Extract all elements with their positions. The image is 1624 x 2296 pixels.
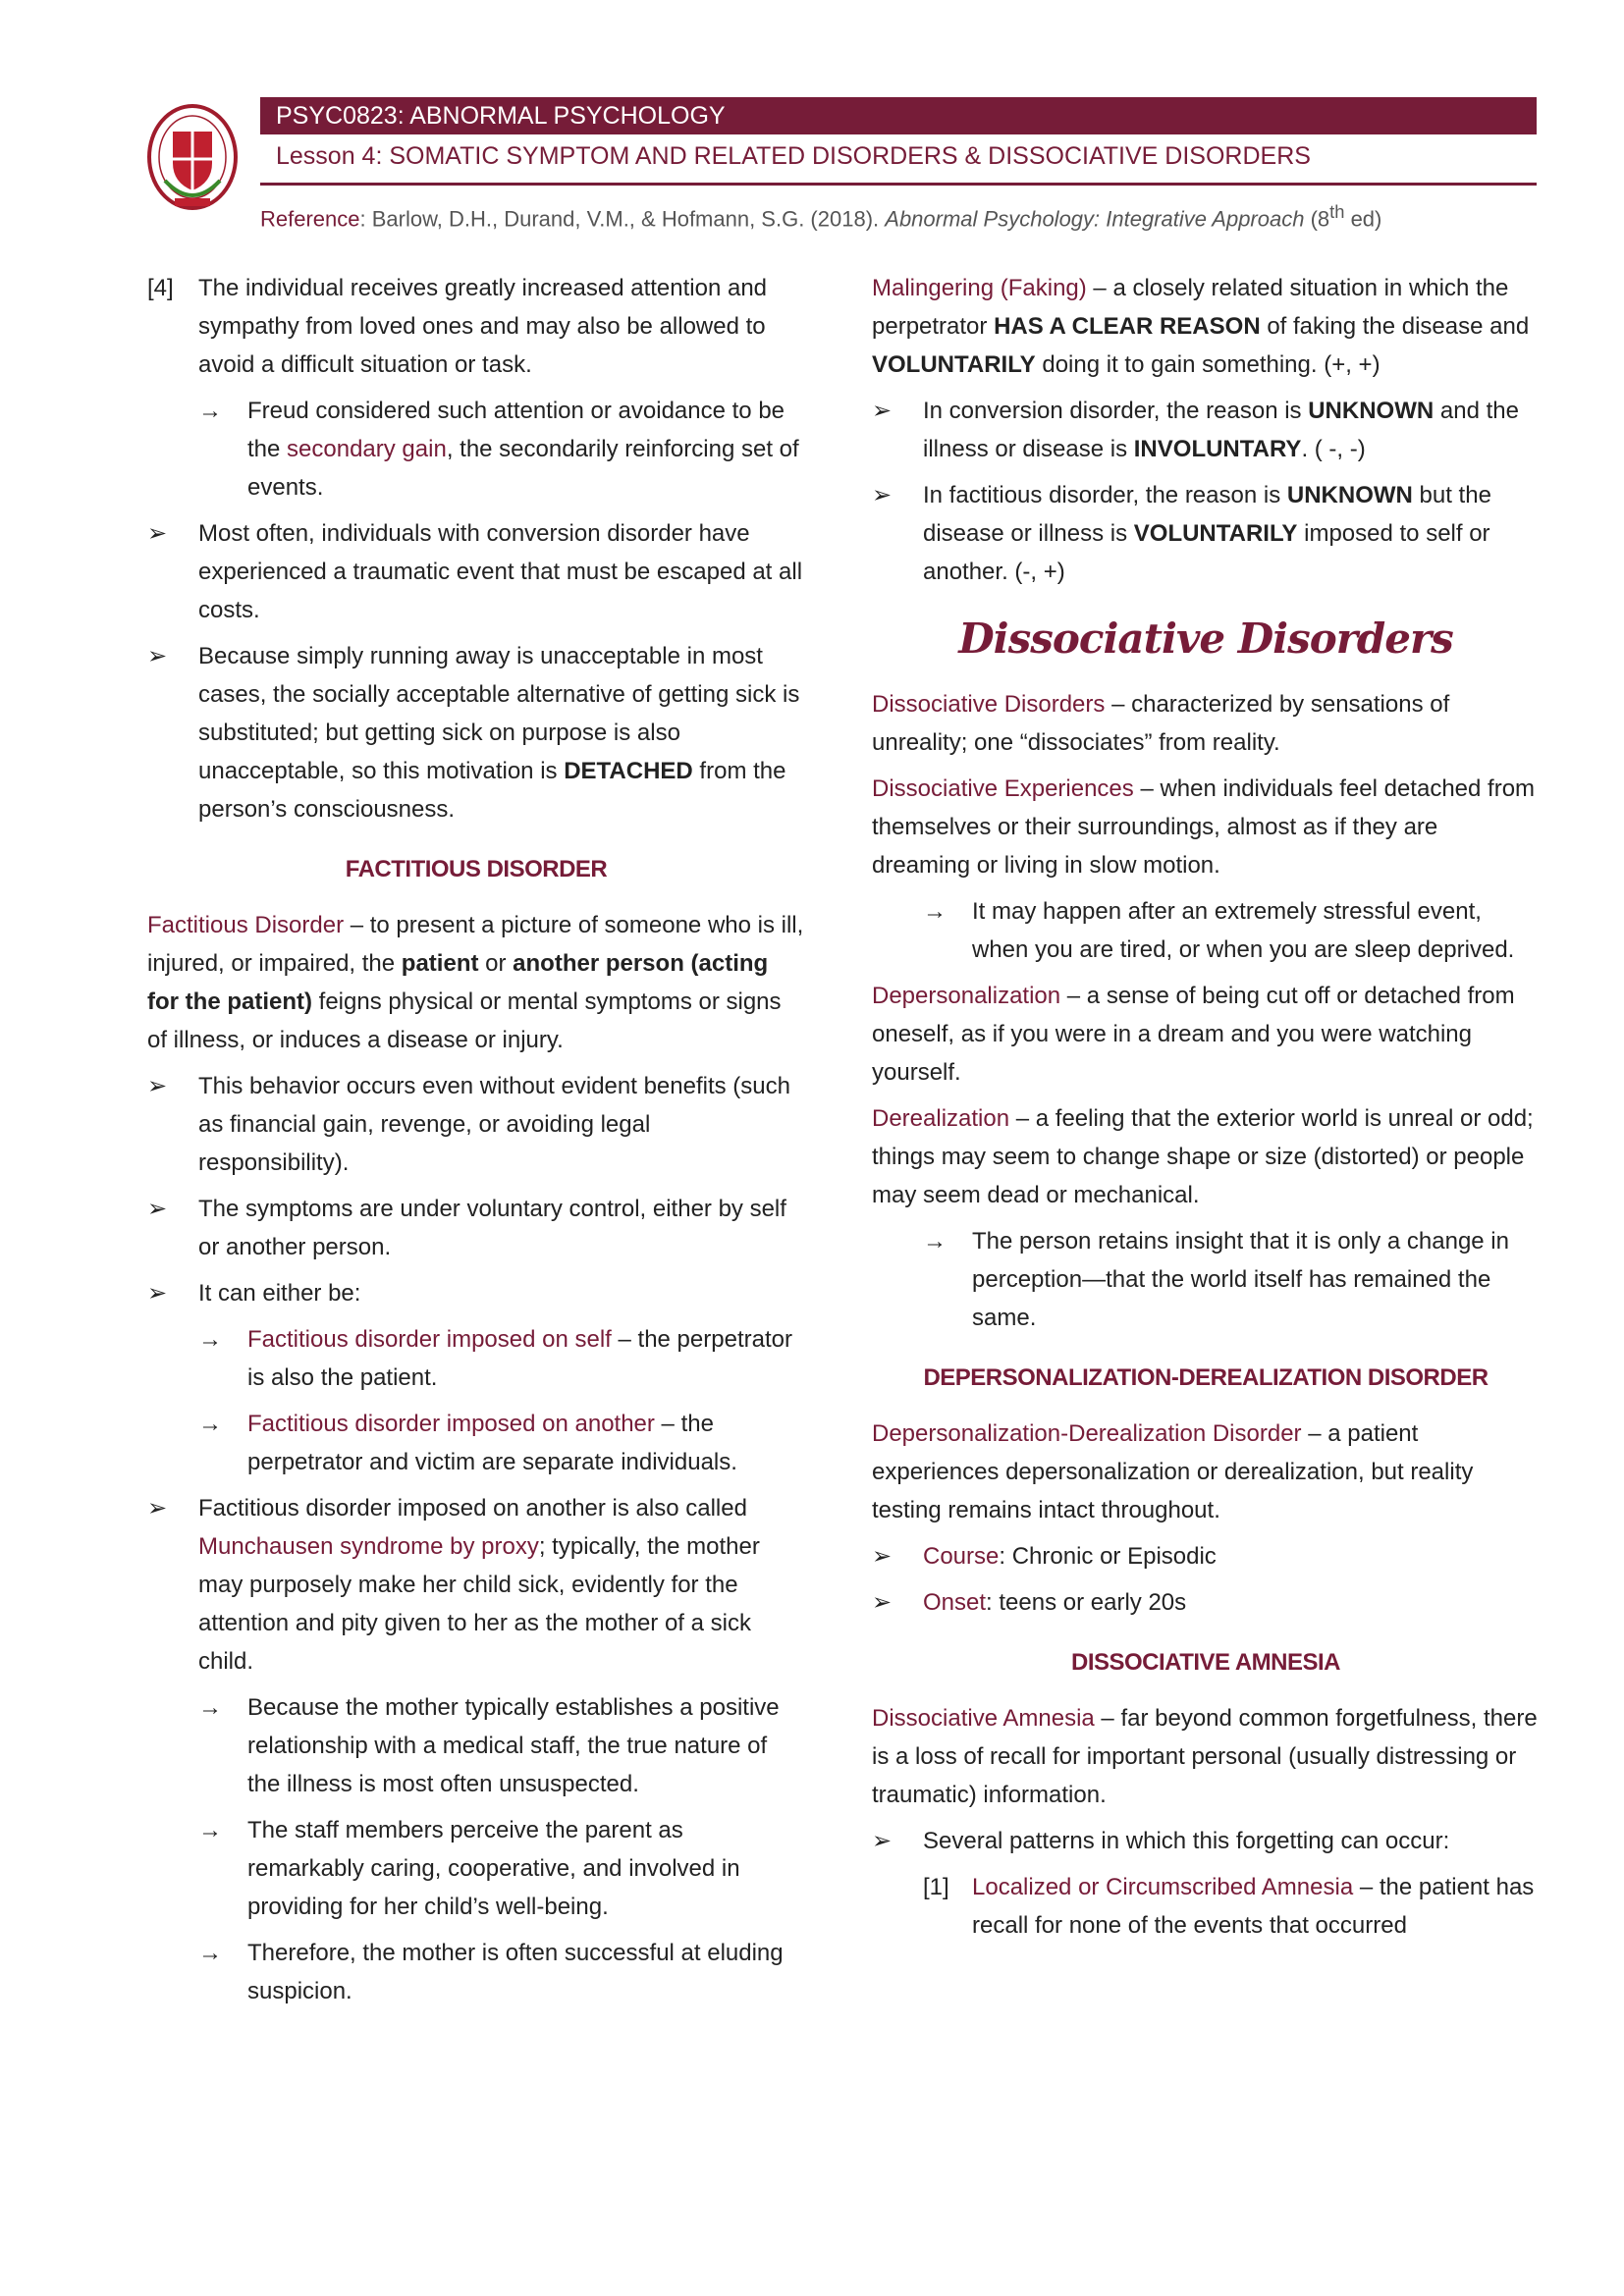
term-highlight: Onset [923, 1589, 987, 1616]
bullet-arrowhead-icon: ➢ [147, 1280, 168, 1307]
text: – a patient experiences depersonalization or derealization, but reality testing remains intact throughout. [872, 1420, 1474, 1523]
reference [260, 201, 1381, 232]
paragraph [147, 906, 805, 1059]
term-highlight: Course [923, 1543, 1000, 1570]
paragraph [872, 770, 1540, 884]
bold-text: another person (acting for the patient) [147, 950, 769, 1015]
text: It may happen after an extremely stressful event, when you are tired, or when you are sleep deprived. [972, 898, 1515, 963]
text: Therefore, the mother is often successful at eluding suspicion. [247, 1940, 784, 2004]
bullet-item [147, 1067, 805, 1182]
numbered-subitem [872, 1868, 1540, 1945]
term-highlight: secondary gain [287, 436, 447, 462]
bold-text: VOLUNTARILY [872, 351, 1036, 378]
bullet-arrowhead-icon: ➢ [872, 398, 893, 424]
paragraph [872, 1415, 1540, 1529]
arrow-subitem [147, 1688, 805, 1803]
right-column [872, 269, 1540, 1952]
text: but the disease or illness is [923, 482, 1491, 547]
text: and the illness or disease is [923, 398, 1519, 462]
arrow-icon: → [198, 1694, 222, 1721]
bullet-item [147, 514, 805, 629]
bullet-item [872, 392, 1540, 468]
bullet-arrowhead-icon: ➢ [872, 1589, 893, 1616]
term-highlight: Dissociative Disorders [872, 691, 1106, 718]
text: : teens or early 20s [986, 1589, 1187, 1616]
arrow-icon: → [198, 1326, 222, 1353]
section-heading [872, 1359, 1540, 1397]
reference-edition-end: ed) [1344, 206, 1382, 232]
bold-text: patient [401, 950, 479, 977]
text: DISSOCIATIVE AMNESIA [1070, 1649, 1341, 1676]
header-divider [260, 183, 1537, 186]
text: Factitious disorder imposed on another is also called [198, 1495, 747, 1522]
term-highlight: Depersonalization [872, 983, 1061, 1009]
bullet-item [872, 1583, 1540, 1622]
item-number: [1] [923, 1874, 949, 1900]
text: doing it to gain something. (+, +) [1035, 351, 1380, 378]
bullet-item [872, 1822, 1540, 1860]
university-seal-logo [145, 102, 240, 220]
term-highlight: Depersonalization-Derealization Disorder [872, 1420, 1302, 1447]
text: – a closely related situation in which the perpetrator [872, 275, 1509, 340]
lesson-title: Lesson 4: SOMATIC SYMPTOM AND RELATED DISORDERS & DISSOCIATIVE DISORDERS [276, 142, 1311, 170]
arrow-subitem [147, 1320, 805, 1397]
bullet-arrowhead-icon: ➢ [147, 1495, 168, 1522]
arrow-subitem [147, 1811, 805, 1926]
bold-text: UNKNOWN [1286, 482, 1413, 508]
text: . ( -, -) [1301, 436, 1366, 462]
arrow-subitem [147, 392, 805, 507]
bullet-item [147, 1190, 805, 1266]
text: The staff members perceive the parent as remarkably caring, cooperative, and involved in providing for her child’s well-being. [247, 1817, 740, 1920]
term-highlight: Munchausen syndrome by proxy [198, 1533, 539, 1560]
bold-text: VOLUNTARILY [1133, 520, 1298, 547]
bullet-item [147, 637, 805, 828]
text: imposed to self or another. (-, +) [923, 520, 1490, 585]
left-column [147, 269, 805, 2018]
term-highlight: Dissociative Amnesia [872, 1705, 1095, 1732]
text: The person retains insight that it is only a change in perception—that the world itself has remained the same. [972, 1228, 1509, 1331]
bullet-arrowhead-icon: ➢ [147, 1196, 168, 1222]
bullet-arrowhead-icon: ➢ [147, 520, 168, 547]
arrow-icon: → [198, 1940, 222, 1966]
arrow-subitem [147, 1405, 805, 1481]
section-heading [872, 1643, 1540, 1682]
script-section-title [872, 614, 1540, 664]
bullet-arrowhead-icon: ➢ [872, 1543, 893, 1570]
text: The symptoms are under voluntary control, either by self or another person. [198, 1196, 786, 1260]
bullet-arrowhead-icon: ➢ [872, 482, 893, 508]
term-highlight: Factitious Disorder [147, 912, 345, 938]
text: from the person’s consciousness. [198, 758, 786, 823]
text: Because the mother typically establishes a positive relationship with a medical staff, the true nature of the illness is most often unsuspected. [247, 1694, 780, 1797]
arrow-icon: → [198, 398, 222, 424]
paragraph [872, 685, 1540, 762]
text: In conversion disorder, the reason is [923, 398, 1309, 424]
text: Dissociative Disorders [958, 614, 1453, 663]
paragraph [872, 977, 1540, 1092]
text: feigns physical or mental symptoms or signs of illness, or induces a disease or injury. [147, 988, 782, 1053]
paragraph [872, 1699, 1540, 1814]
bullet-item [147, 1274, 805, 1312]
arrow-subitem [872, 892, 1540, 969]
term-highlight: Factitious disorder imposed on another [247, 1411, 655, 1437]
text: Freud considered such attention or avoidance to be the [247, 398, 785, 462]
text: of faking the disease and [1260, 313, 1530, 340]
arrow-icon: → [198, 1411, 222, 1437]
term-highlight: Localized or Circumscribed Amnesia [972, 1874, 1354, 1900]
bullet-item [147, 1489, 805, 1681]
reference-edition-sup: th [1329, 201, 1345, 222]
bold-text: HAS A CLEAR REASON [994, 313, 1261, 340]
arrow-subitem [147, 1934, 805, 2010]
text: – characterized by sensations of unreality; one “dissociates” from reality. [872, 691, 1450, 756]
text: – a feeling that the exterior world is unreal or odd; things may seem to change shape or size (distorted) or people may seem dead or mechanical. [872, 1105, 1534, 1208]
term-highlight: Dissociative Experiences [872, 775, 1134, 802]
bold-text: INVOLUNTARY [1133, 436, 1302, 462]
course-title-bar [260, 97, 1537, 134]
text: : Chronic or Episodic [999, 1543, 1217, 1570]
bullet-item [872, 1537, 1540, 1575]
paragraph [872, 1099, 1540, 1214]
text: – the perpetrator is also the patient. [247, 1326, 792, 1391]
arrow-icon: → [923, 1228, 947, 1255]
text: This behavior occurs even without evident benefits (such as financial gain, revenge, or avoiding legal responsibility). [198, 1073, 790, 1176]
arrow-subitem [872, 1222, 1540, 1337]
text: Most often, individuals with conversion disorder have experienced a traumatic event that must be escaped at all costs. [198, 520, 803, 623]
text: – to present a picture of someone who is ill, injured, or impaired, the [147, 912, 804, 977]
term-highlight: Derealization [872, 1105, 1010, 1132]
text: It can either be: [198, 1280, 361, 1307]
text: FACTITIOUS DISORDER [345, 856, 608, 882]
text: – far beyond common forgetfulness, there is a loss of recall for important personal (usually distressing or traumatic) information. [872, 1705, 1538, 1808]
text: , the secondarily reinforcing set of events. [247, 436, 799, 501]
text: – the perpetrator and victim are separate individuals. [247, 1411, 737, 1475]
numbered-item [147, 269, 805, 384]
reference-edition: (8 [1304, 206, 1330, 232]
term-highlight: Factitious disorder imposed on self [247, 1326, 612, 1353]
arrow-icon: → [923, 898, 947, 925]
text: – the patient has recall for none of the events that occurred [972, 1874, 1535, 1939]
term-highlight: Malingering (Faking) [872, 275, 1087, 301]
bold-text: UNKNOWN [1308, 398, 1435, 424]
reference-label: Reference [260, 206, 360, 232]
text: Because simply running away is unacceptable in most cases, the socially acceptable alternative of getting sick is substituted; but getting sick on purpose is also unacceptable, so this motivation is [198, 643, 800, 784]
text: DEPERSONALIZATION-DEREALIZATION DISORDER [923, 1364, 1489, 1391]
text: Several patterns in which this forgetting can occur: [923, 1828, 1450, 1854]
reference-authors: : Barlow, D.H., Durand, V.M., & Hofmann, S.G. (2018). [359, 206, 886, 232]
item-number: [4] [147, 275, 174, 301]
paragraph [872, 269, 1540, 384]
bullet-arrowhead-icon: ➢ [147, 643, 168, 669]
text: or [478, 950, 514, 977]
text: The individual receives greatly increased attention and sympathy from loved ones and may also be allowed to avoid a difficult situation or task. [198, 275, 768, 378]
reference-book-title: Abnormal Psychology: Integrative Approach [885, 206, 1305, 232]
bullet-item [872, 476, 1540, 591]
text: In factitious disorder, the reason is [923, 482, 1287, 508]
text: – when individuals feel detached from themselves or their surroundings, almost as if they are dreaming or living in slow motion. [872, 775, 1536, 879]
bold-text: DETACHED [564, 758, 693, 784]
bullet-arrowhead-icon: ➢ [872, 1828, 893, 1854]
section-heading [147, 850, 805, 888]
text: – a sense of being cut off or detached from oneself, as if you were in a dream and you were watching yourself. [872, 983, 1515, 1086]
bullet-arrowhead-icon: ➢ [147, 1073, 168, 1099]
course-title: PSYC0823: ABNORMAL PSYCHOLOGY [276, 102, 726, 130]
arrow-icon: → [198, 1817, 222, 1843]
text: ; typically, the mother may purposely make her child sick, evidently for the attention and pity given to her as the mother of a sick child. [198, 1533, 760, 1675]
